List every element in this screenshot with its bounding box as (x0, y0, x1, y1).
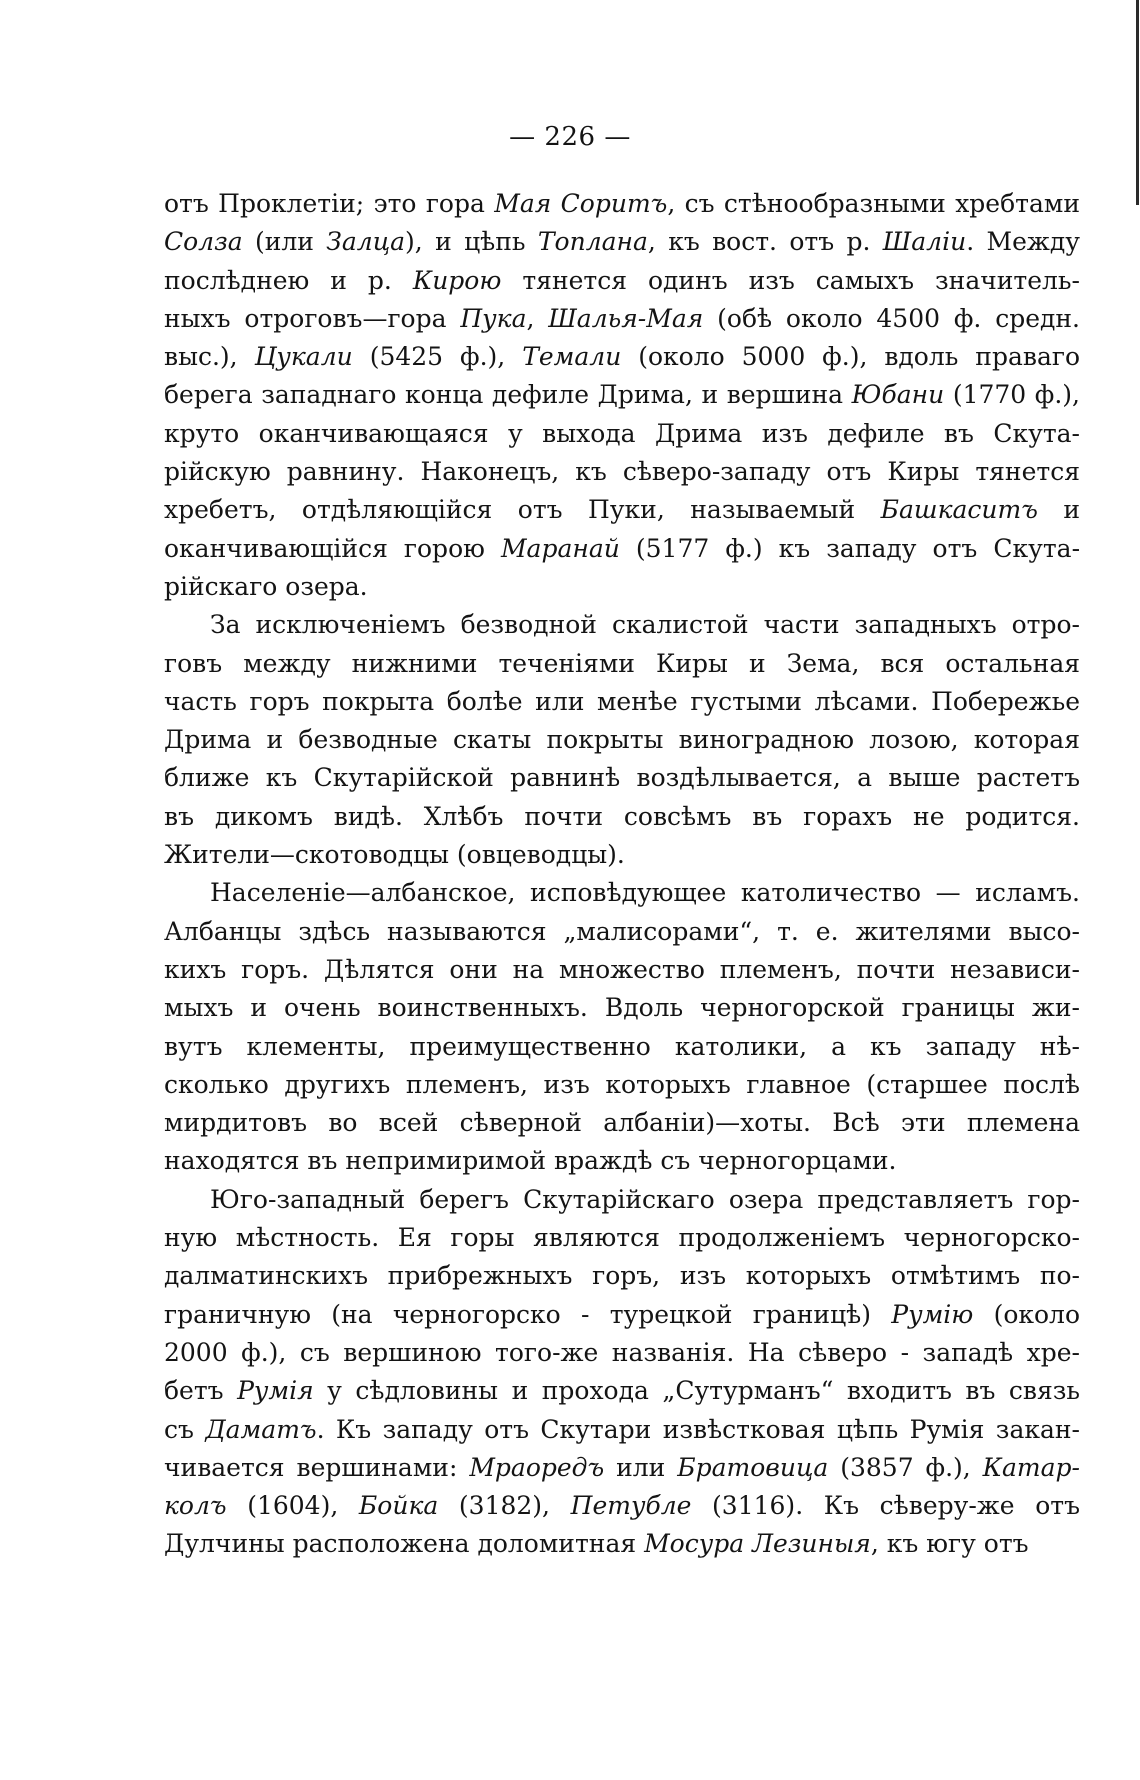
text-line: круто оканчивающаяся у выхода Дрима изъ дефиле въ Скута- (164, 418, 1080, 448)
text-line: далматинскихъ прибрежныхъ горъ, изъ которыхъ отмѣтимъ по- (164, 1261, 1080, 1291)
text-line: ближе къ Скутарійской равнинѣ воздѣлывается, а выше растетъ (164, 763, 1080, 793)
text-line: мыхъ и очень воинственныхъ. Вдоль черногорской границы жи- (164, 993, 1080, 1023)
paragraph (164, 185, 1080, 606)
text-line: ныхъ отроговъ—гора Пука, Шалья-Мая (обѣ около 4500 ф. средн. (164, 303, 1080, 333)
paragraph (164, 606, 1080, 874)
text-line: послѣднею и р. Кирою тянется одинъ изъ самыхъ значитель- (164, 265, 1080, 295)
text-line: оканчивающійся горою Маранай (5177 ф.) къ западу отъ Скута- (164, 533, 1080, 563)
text-line: сколько другихъ племенъ, изъ которыхъ главное (старшее послѣ (164, 1069, 1080, 1099)
text-line: съ Даматъ. Къ западу отъ Скутари извѣстковая цѣпь Румія закан- (164, 1414, 1080, 1444)
text-line: выс.), Цукали (5425 ф.), Темали (около 5000 ф.), вдоль праваго (164, 342, 1080, 372)
text-line: кихъ горъ. Дѣлятся они на множество племенъ, почти независи- (164, 954, 1080, 984)
text-line: рійскаго озера. (164, 571, 368, 601)
text-line: находятся въ непримиримой враждѣ съ черногорцами. (164, 1146, 897, 1176)
body-text (164, 185, 1080, 1564)
paragraph (164, 1181, 1080, 1564)
text-line: говъ между нижними теченіями Киры и Зема, вся остальная (164, 648, 1080, 678)
text-line: Дулчины расположена доломитная Мосура Лезиныя, къ югу отъ (164, 1529, 1029, 1559)
text-line: чивается вершинами: Мраоредъ или Братовица (3857 ф.), Катар- (164, 1452, 1080, 1482)
text-line: За исключеніемъ безводной скалистой части западныхъ отро- (210, 610, 1080, 640)
text-line: рійскую равнину. Наконецъ, къ сѣверо-западу отъ Киры тянется (164, 457, 1080, 487)
text-line: колъ (1604), Бойка (3182), Петубле (3116). Къ сѣверу-же отъ (164, 1491, 1080, 1521)
text-line: бетъ Румія у сѣдловины и прохода „Сутурманъ“ входитъ въ связь (164, 1376, 1080, 1406)
text-line: часть горъ покрыта болѣе или менѣе густыми лѣсами. Побережье (164, 686, 1080, 716)
text-line: Дрима и безводные скаты покрыты виноградною лозою, которая (164, 725, 1080, 755)
text-line: Албанцы здѣсь называются „малисорами“, т. е. жителями высо- (164, 916, 1080, 946)
text-line: въ дикомъ видѣ. Хлѣбъ почти совсѣмъ въ горахъ не родится. (164, 801, 1080, 831)
text-line: граничную (на черногорско - турецкой границѣ) Румію (около (164, 1299, 1080, 1329)
text-line: 2000 ф.), съ вершиною того-же названія. На сѣверо - западѣ хре- (164, 1337, 1080, 1367)
text-line: Солза (или Залца), и цѣпь Топлана, къ вост. отъ р. Шаліи. Между (164, 227, 1080, 257)
text-line: вутъ клементы, преимущественно католики, а къ западу нѣ- (164, 1031, 1080, 1061)
text-line: берега западнаго конца дефиле Дрима, и вершина Юбани (1770 ф.), (164, 380, 1080, 410)
text-line: Юго-западный берегъ Скутарійскаго озера представляетъ гор- (210, 1184, 1080, 1214)
text-line: отъ Проклетіи; это гора Мая Соритъ, съ стѣнообразными хребтами (164, 189, 1080, 218)
page-number: — 226 — (509, 122, 631, 152)
text-line: Жители—скотоводцы (овцеводцы). (164, 840, 625, 870)
text-line: ную мѣстность. Ея горы являются продолженіемъ черногорско- (164, 1223, 1080, 1253)
text-line: мирдитовъ во всей сѣверной албаніи)—хоты. Всѣ эти племена (164, 1108, 1080, 1138)
paragraph (164, 874, 1080, 1180)
text-line: хребетъ, отдѣляющійся отъ Пуки, называемый Башкаситъ и (164, 495, 1080, 525)
scan-edge-shadow (1136, 0, 1139, 205)
text-line: Населеніе—албанское, исповѣдующее католичество — исламъ. (210, 878, 1080, 908)
